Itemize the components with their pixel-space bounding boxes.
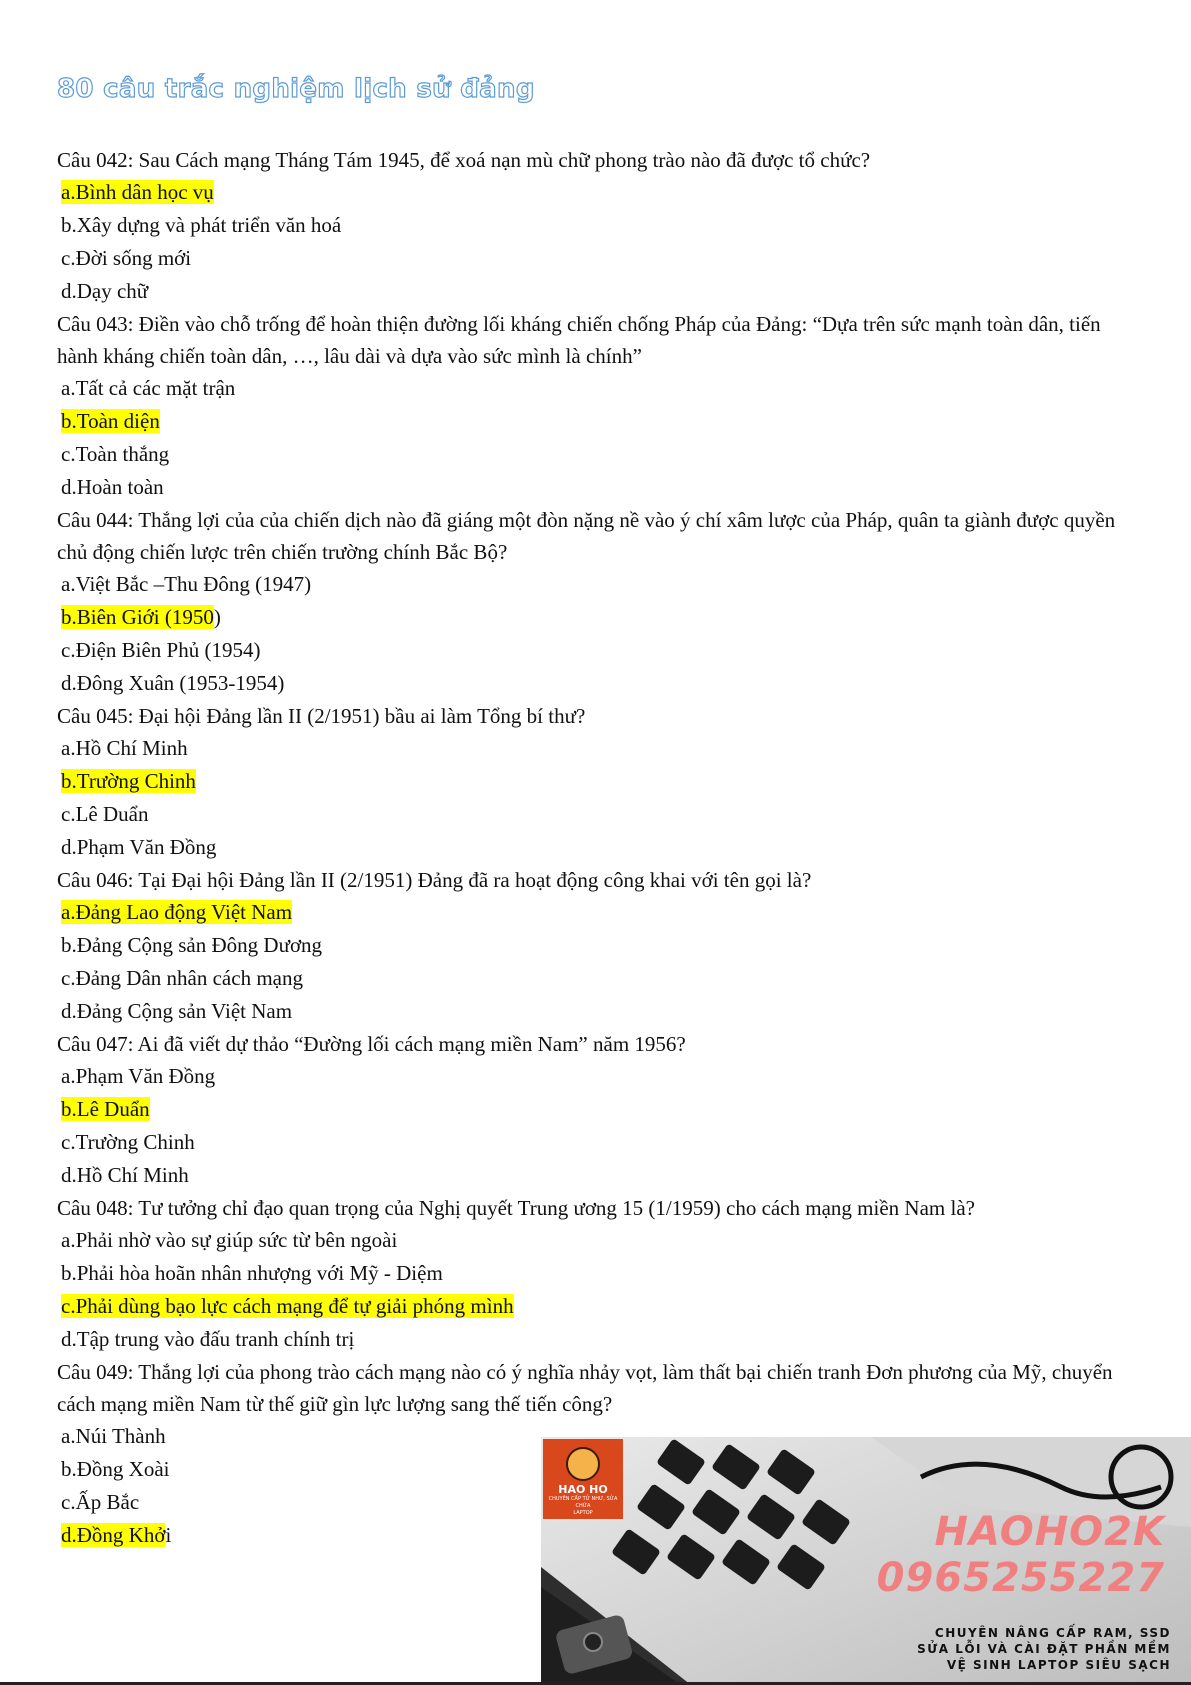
answer-option — [57, 1290, 1137, 1323]
correct-answer-highlight: d.Đồng Khở — [61, 1523, 166, 1547]
answer-text: a.Núi Thành — [61, 1424, 166, 1448]
answer-text: i — [165, 1523, 172, 1547]
brand-phone: 0965255227 — [876, 1555, 1165, 1601]
answer-option — [57, 176, 1137, 209]
correct-answer-highlight: a.Bình dân học vụ — [61, 180, 214, 204]
answer-text: c.Đảng Dân nhân cách mạng — [61, 966, 303, 990]
correct-answer-highlight: b.Trường Chinh — [61, 769, 196, 793]
answer-text: b.Xây dựng và phát triển văn hoá — [61, 213, 342, 237]
answer-option — [57, 209, 1137, 242]
answer-option — [57, 995, 1137, 1028]
dragon-icon — [566, 1447, 600, 1481]
question-text: Câu 042: Sau Cách mạng Tháng Tám 1945, để xoá nạn mù chữ phong trào nào đã được tổ chức? — [57, 148, 871, 172]
answer-option — [57, 275, 1137, 308]
question-list — [57, 144, 1137, 1552]
answer-text: c.Lê Duẩn — [61, 802, 149, 826]
answer-option — [57, 405, 1137, 438]
correct-answer-highlight: c.Phải dùng bạo lực cách mạng để tự giải phóng mình — [61, 1294, 514, 1318]
answer-text: d.Hồ Chí Minh — [61, 1163, 189, 1187]
answer-text: c.Đời sống mới — [61, 246, 192, 270]
answer-option — [57, 601, 1137, 634]
correct-answer-highlight: a.Đảng Lao động Việt Nam — [61, 900, 293, 924]
answer-text: d.Đông Xuân (1953-1954) — [61, 671, 285, 695]
answer-option — [57, 1159, 1137, 1192]
question-text: Câu 047: Ai đã viết dự thảo “Đường lối cách mạng miền Nam” năm 1956? — [57, 1032, 686, 1056]
answer-option — [57, 1060, 1137, 1093]
answer-text: a.Phạm Văn Đồng — [61, 1064, 216, 1088]
correct-answer-highlight: b.Biên Giới (1950 — [61, 605, 214, 629]
answer-text: a.Tất cả các mặt trận — [61, 376, 236, 400]
answer-option — [57, 1093, 1137, 1126]
answer-text: a.Việt Bắc –Thu Đông (1947) — [61, 572, 312, 596]
answer-text: ) — [213, 605, 221, 629]
answer-option — [57, 765, 1137, 798]
question-text: Câu 045: Đại hội Đảng lần II (2/1951) bầu ai làm Tổng bí thư? — [57, 704, 586, 728]
answer-option — [57, 1257, 1137, 1290]
answer-text: b.Đảng Cộng sản Đông Dương — [61, 933, 323, 957]
logo-subtext: CHUYÊN CẤP TỬ NHƯ, SỬA CHỮA — [548, 1496, 618, 1509]
answer-option — [57, 1323, 1137, 1356]
answer-text: a.Hồ Chí Minh — [61, 736, 188, 760]
tagline-2: SỬA LỖI VÀ CÀI ĐẶT PHẦN MỀM — [917, 1642, 1171, 1656]
tagline-1: CHUYÊN NÂNG CẤP RAM, SSD — [934, 1626, 1171, 1640]
answer-option — [57, 634, 1137, 667]
answer-option — [57, 929, 1137, 962]
answer-text: d.Tập trung vào đấu tranh chính trị — [61, 1327, 355, 1351]
shop-logo — [543, 1439, 623, 1519]
answer-option — [57, 798, 1137, 831]
answer-text: c.Điện Biên Phủ (1954) — [61, 638, 261, 662]
answer-text: d.Đảng Cộng sản Việt Nam — [61, 999, 293, 1023]
answer-text: c.Trường Chinh — [61, 1130, 195, 1154]
answer-option — [57, 896, 1137, 929]
question-text: Câu 049: Thắng lợi của phong trào cách mạng nào có ý nghĩa nhảy vọt, làm thất bại chiến tranh Đơn phương của Mỹ, chuyển cách mạng miền Nam từ thế giữ gìn lực lượng sang thế tiến công? — [57, 1360, 1113, 1416]
question-text: Câu 043: Điền vào chỗ trống để hoàn thiện đường lối kháng chiến chống Pháp của Đảng: “Dựa trên sức mạnh toàn dân, tiến hành kháng chiến toàn dân, …, lâu dài và dựa vào sức mình là chính” — [57, 312, 1101, 368]
logo-text: HAO HO — [558, 1483, 608, 1496]
question-text: Câu 044: Thắng lợi của của chiến dịch nào đã giáng một đòn nặng nề vào ý chí xâm lược của Pháp, quân ta giành được quyền chủ động chiến lược trên chiến trường chính Bắc Bộ? — [57, 508, 1116, 564]
answer-text: c.Toàn thắng — [61, 442, 170, 466]
answer-option — [57, 242, 1137, 275]
advertisement-banner — [541, 1437, 1191, 1685]
answer-text: a.Phải nhờ vào sự giúp sức từ bên ngoài — [61, 1228, 398, 1252]
question-text: Câu 048: Tư tưởng chỉ đạo quan trọng của Nghị quyết Trung ương 15 (1/1959) cho cách mạng miền Nam là? — [57, 1196, 975, 1220]
answer-option — [57, 438, 1137, 471]
answer-text: b.Đồng Xoài — [61, 1457, 170, 1481]
answer-option — [57, 372, 1137, 405]
answer-option — [57, 471, 1137, 504]
answer-option — [57, 667, 1137, 700]
correct-answer-highlight: b.Lê Duẩn — [61, 1097, 150, 1121]
answer-option — [57, 962, 1137, 995]
answer-text: d.Phạm Văn Đồng — [61, 835, 217, 859]
answer-option — [57, 1224, 1137, 1257]
answer-text: d.Hoàn toàn — [61, 475, 164, 499]
answer-text: d.Dạy chữ — [61, 279, 149, 303]
question-text: Câu 046: Tại Đại hội Đảng lần II (2/1951) Đảng đã ra hoạt động công khai với tên gọi là? — [57, 868, 812, 892]
tagline-3: VỆ SINH LAPTOP SIÊU SẠCH — [946, 1658, 1171, 1672]
answer-text: c.Ấp Bắc — [61, 1490, 140, 1514]
answer-text: b.Phải hòa hoãn nhân nhượng với Mỹ - Diệm — [61, 1261, 443, 1285]
correct-answer-highlight: b.Toàn diện — [61, 409, 160, 433]
answer-option — [57, 1126, 1137, 1159]
answer-option — [57, 732, 1137, 765]
page-title: 80 câu trắc nghiệm lịch sử đảng — [57, 74, 535, 104]
answer-option — [57, 568, 1137, 601]
tagline-block — [917, 1625, 1171, 1673]
answer-option — [57, 831, 1137, 864]
brand-name: HAOHO2K — [934, 1509, 1165, 1555]
logo-subtext-2: LAPTOP — [573, 1510, 593, 1516]
